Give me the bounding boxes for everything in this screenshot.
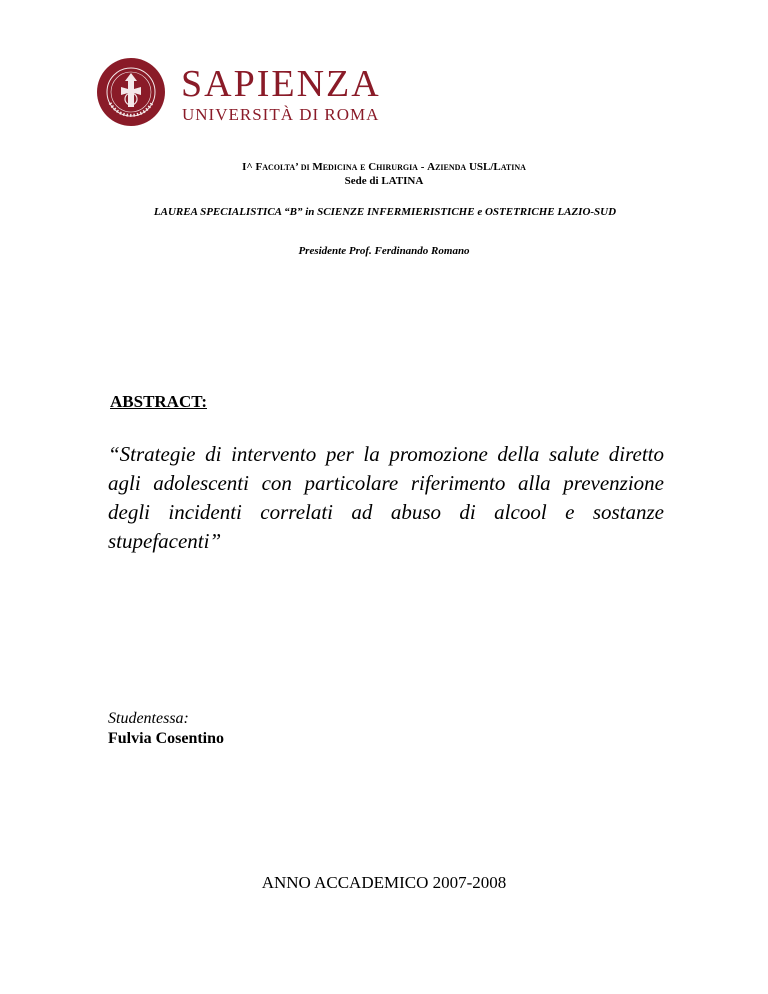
faculty-header [0, 160, 768, 188]
abstract-heading: ABSTRACT: [110, 392, 207, 411]
student-name: Fulvia Cosentino [108, 730, 225, 747]
faculty-separator: - [417, 161, 428, 173]
agency-name: Azienda USL/Latina [427, 161, 526, 173]
academic-year: ANNO ACCADEMICO 2007-2008 [261, 873, 507, 892]
university-seal-icon [96, 57, 166, 127]
thesis-title: “Strategie di intervento per la promozione della salute diretto agli adolescenti con particolare riferimento alla prevenzione degli incidenti correlati ad abuso di alcool e sostanze stupefacenti” [108, 442, 664, 553]
sede-line: Sede di LATINA [344, 175, 424, 187]
degree-program: LAUREA SPECIALISTICA “B” in SCIENZE INFERMIERISTICHE e OSTETRICHE LAZIO-SUD [153, 206, 617, 218]
student-label: Studentessa: [108, 710, 189, 727]
logo-subtitle: UNIVERSITÀ DI ROMA [182, 105, 380, 124]
president-line: Presidente Prof. Ferdinando Romano [298, 245, 470, 257]
faculty-line [0, 160, 768, 174]
logo-wordmark: SAPIENZA [181, 63, 381, 105]
university-logo [96, 57, 381, 139]
faculty-name: I^ Facolta’ di Medicina e Chirurgia [242, 161, 418, 173]
